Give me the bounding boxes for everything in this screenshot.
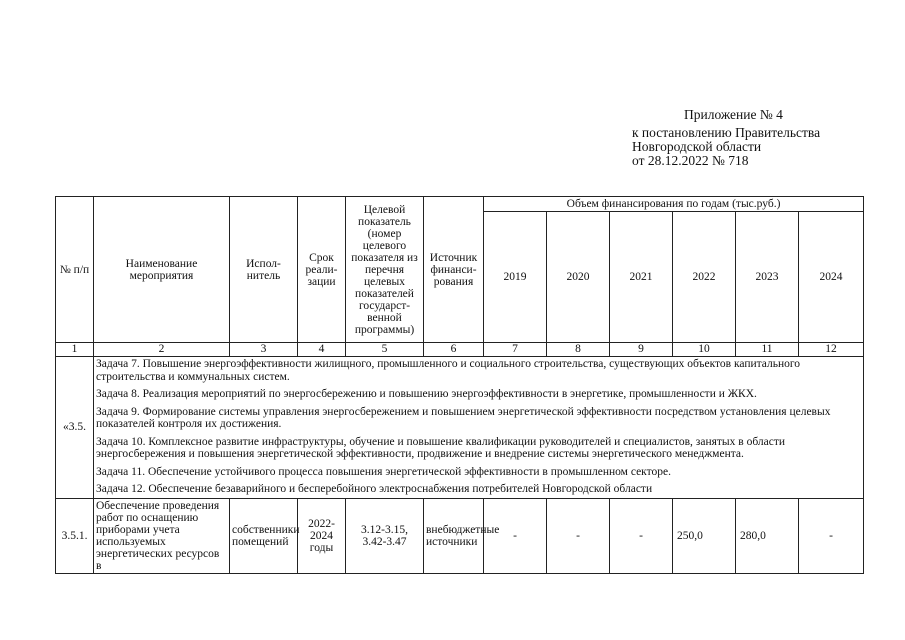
header-target: Целевой показатель (номер целевого показателя из перечня целевых показателей государст-венной программы) [346, 197, 424, 343]
row-target: 3.12-3.15, 3.42-3.47 [346, 498, 424, 573]
col-number: 9 [610, 343, 673, 357]
table-row [56, 498, 864, 573]
col-number: 7 [484, 343, 547, 357]
header-num: № п/п [56, 197, 94, 343]
header-year-2021: 2021 [610, 212, 673, 343]
row-term: 2022-2024 годы [298, 498, 346, 573]
row-value-2024: - [799, 498, 864, 573]
document-header [632, 108, 892, 168]
col-number: 4 [298, 343, 346, 357]
header-line-1: к постановлению Правительства [632, 125, 821, 140]
header-funding: Объем финансирования по годам (тыс.руб.) [484, 197, 864, 212]
row-number: 3.5.1. [56, 498, 94, 573]
row-executor: собственники помещений [230, 498, 298, 573]
header-year-2019: 2019 [484, 212, 547, 343]
col-number: 10 [673, 343, 736, 357]
col-number: 12 [799, 343, 864, 357]
task-12: Задача 12. Обеспечение безаварийного и бесперебойного электроснабжения потребителей Новгородской области [96, 483, 653, 495]
col-number: 3 [230, 343, 298, 357]
header-year-2024: 2024 [799, 212, 864, 343]
row-value-2021: - [610, 498, 673, 573]
header-executor: Испол-нитель [230, 197, 298, 343]
col-number: 8 [547, 343, 610, 357]
row-value-2019: - [484, 498, 547, 573]
header-year-2023: 2023 [736, 212, 799, 343]
col-number: 2 [94, 343, 230, 357]
task-9: Задача 9. Формирование системы управления энергосбережением и повышением энергетической эффективности посредством установления целевых показателей контроля их достижения. [96, 405, 831, 430]
header-source: Источник финанси-рования [424, 197, 484, 343]
row-source: внебюджетные источники [424, 498, 484, 573]
row-value-2022: 250,0 [673, 498, 736, 573]
header-term: Срок реали-зации [298, 197, 346, 343]
header-line-2: Новгородской области [632, 139, 762, 154]
header-line-3: от 28.12.2022 № 718 [632, 153, 749, 168]
header-name: Наименование мероприятия [94, 197, 230, 343]
task-10: Задача 10. Комплексное развитие инфраструктуры, обучение и повышение квалификации руководителей и специалистов, занятых в области энергосбережения и повышения энергетической эффективности, продвижение и внедрение системы энергетического менеджмента. [96, 435, 786, 460]
task-11: Задача 11. Обеспечение устойчивого процесса повышения энергетической эффективности в промышленном секторе. [96, 465, 671, 478]
col-number: 6 [424, 343, 484, 357]
header-year-2022: 2022 [673, 212, 736, 343]
header-year-2020: 2020 [547, 212, 610, 343]
row-name: Обеспечение проведения работ по оснащению приборами учета используемых энергетических ресурсов в [94, 498, 230, 573]
col-number: 1 [56, 343, 94, 357]
section-number: «3.5. [56, 357, 94, 499]
appendix-title: Приложение № 4 [684, 107, 783, 122]
column-number-row [56, 343, 864, 357]
col-number: 11 [736, 343, 799, 357]
row-value-2020: - [547, 498, 610, 573]
task-8: Задача 8. Реализация мероприятий по энергосбережению и повышению энергоэффективности в энергетике, промышленности и ЖКХ. [96, 388, 757, 400]
funding-table [55, 196, 864, 574]
col-number: 5 [346, 343, 424, 357]
task-7: Задача 7. Повышение энергоэффективности жилищного, промышленного и социального строительства, существующих объектов капитального строительства и коммунальных систем. [96, 358, 801, 383]
section-row [56, 357, 864, 499]
section-tasks [94, 357, 864, 499]
row-value-2023: 280,0 [736, 498, 799, 573]
